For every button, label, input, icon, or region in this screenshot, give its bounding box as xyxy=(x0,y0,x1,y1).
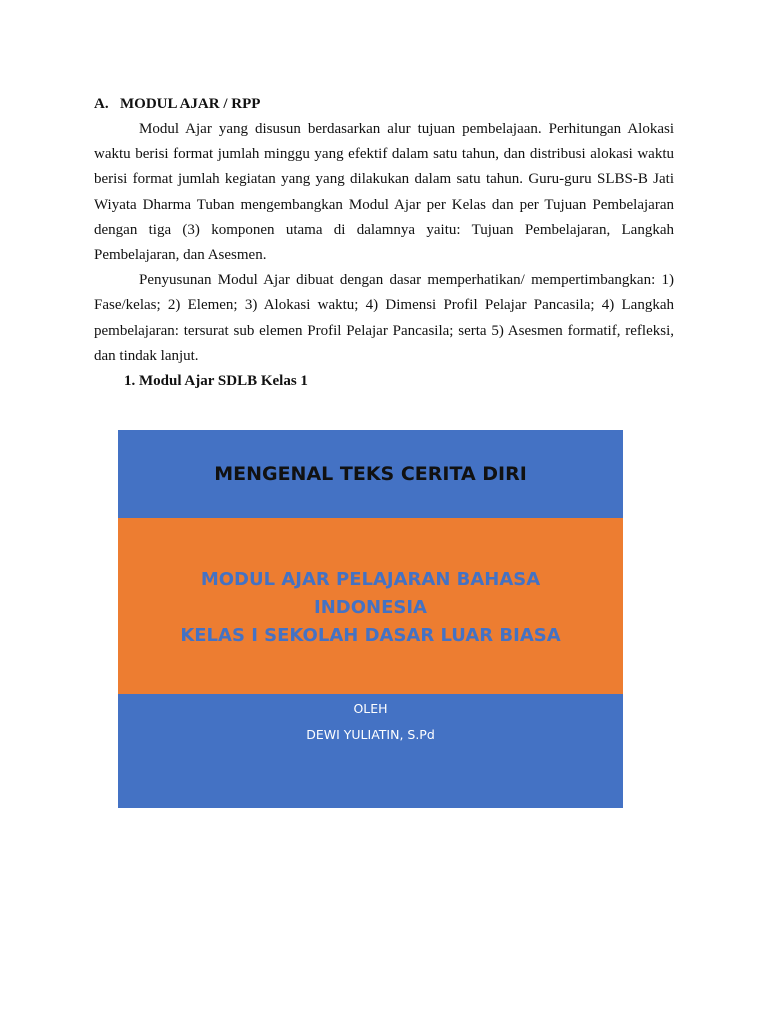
cover-subtitle-line-2: INDONESIA xyxy=(314,597,427,618)
cover-by-label: OLEH xyxy=(353,701,388,716)
document-body xyxy=(94,92,674,394)
cover-subtitle-line-3: KELAS I SEKOLAH DASAR LUAR BIASA xyxy=(180,625,561,646)
section-number: A. xyxy=(94,96,109,112)
cover-author-name: DEWI YULIATIN, S.Pd xyxy=(306,727,435,742)
cover-author-block xyxy=(118,696,623,748)
module-cover-image xyxy=(118,430,623,808)
subsection-heading xyxy=(94,369,674,394)
paragraph-1: Modul Ajar yang disusun berdasarkan alur tujuan pembelajaan. Perhitungan Alokasi waktu berisi format jumlah minggu yang efektif dalam satu tahun, dan distribusi alokasi waktu berisi format jumlah kegiatan yang yang dilakukan dalam satu tahun. Guru-guru SLBS-B Jati Wiyata Dharma Tuban mengembangkan Modul Ajar per Kelas dan per Tujuan Pembelajaran dengan tiga (3) komponen utama di dalamnya yaitu: Tujuan Pembelajaran, Langkah Pembelajaran, dan Asesmen. xyxy=(94,121,674,264)
cover-orange-band xyxy=(118,518,623,694)
cover-subtitle xyxy=(118,566,623,650)
subsection-title: Modul Ajar SDLB Kelas 1 xyxy=(139,373,308,390)
subsection-number: 1. xyxy=(124,373,136,390)
section-title: MODUL AJAR / RPP xyxy=(120,96,261,112)
cover-title: MENGENAL TEKS CERITA DIRI xyxy=(214,463,527,485)
cover-subtitle-line-1: MODUL AJAR PELAJARAN BAHASA xyxy=(200,569,541,590)
paragraph-2: Penyusunan Modul Ajar dibuat dengan dasar memperhatikan/ mempertimbangkan: 1) Fase/kelas; 2) Elemen; 3) Alokasi waktu; 4) Dimensi Profil Pelajar Pancasila; 4) Langkah pembelajaran: tersurat sub elemen Profil Pelajar Pancasila; serta 5) Asesmen formatif, refleksi, dan tindak lanjut. xyxy=(94,272,674,364)
section-heading xyxy=(94,92,674,117)
